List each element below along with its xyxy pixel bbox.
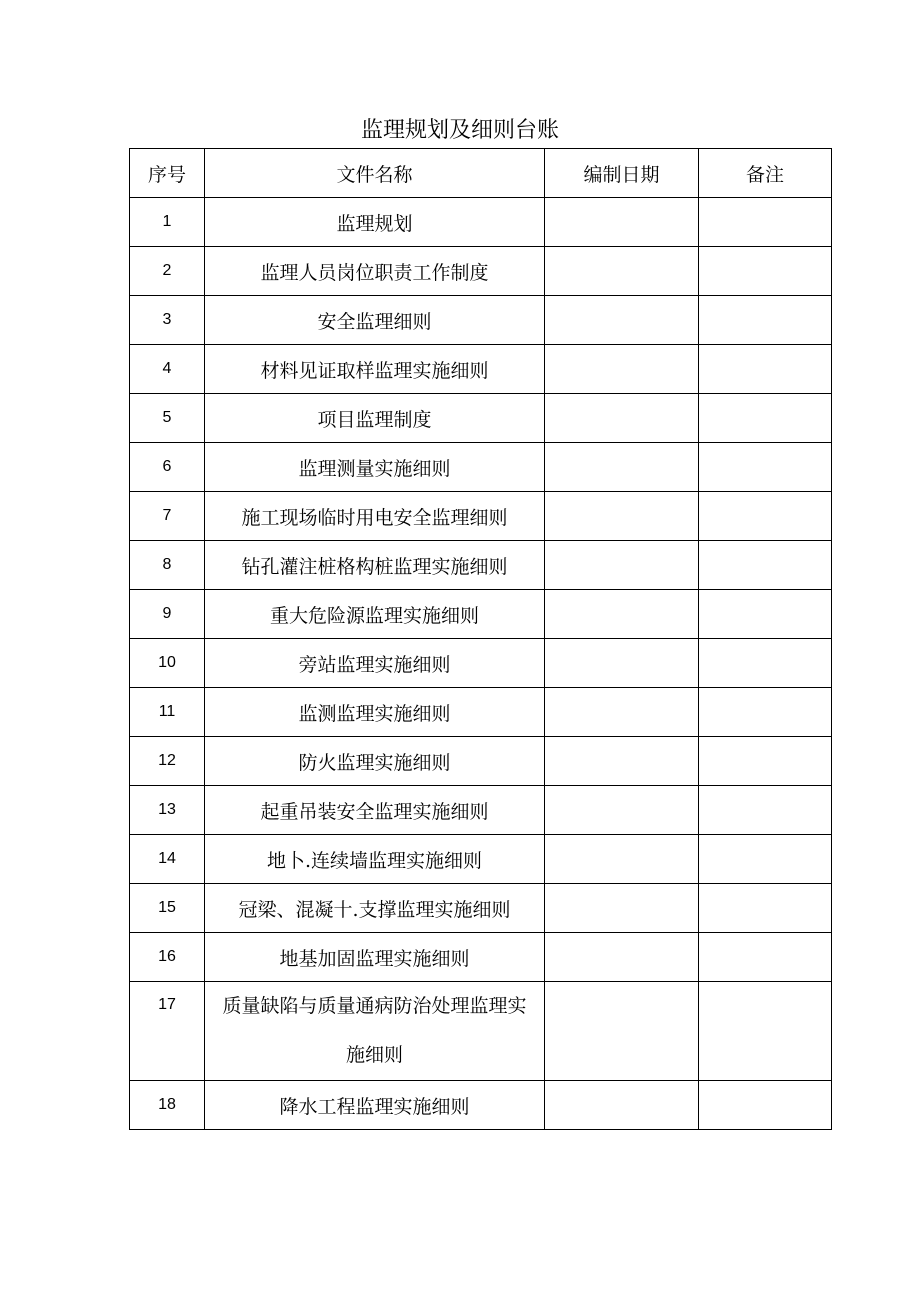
remarks-cell: [699, 296, 832, 345]
prepared-date-cell: [545, 737, 699, 786]
remarks-cell: [699, 394, 832, 443]
row-number: 2: [130, 247, 205, 296]
prepared-date-cell: [545, 688, 699, 737]
file-name: 材料见证取样监理实施细则: [205, 345, 545, 394]
prepared-date-cell: [545, 541, 699, 590]
file-name: 防火监理实施细则: [205, 737, 545, 786]
table-row: [130, 1081, 832, 1130]
row-number: 8: [130, 541, 205, 590]
prepared-date-cell: [545, 786, 699, 835]
table-row: [130, 933, 832, 982]
prepared-date-cell: [545, 835, 699, 884]
prepared-date-cell: [545, 590, 699, 639]
prepared-date-cell: [545, 394, 699, 443]
header-remarks: 备注: [699, 149, 832, 198]
file-name: 冠梁、混凝十.支撑监理实施细则: [205, 884, 545, 933]
remarks-cell: [699, 247, 832, 296]
prepared-date-cell: [545, 1081, 699, 1130]
table-row: [130, 688, 832, 737]
file-name: 监理人员岗位职责工作制度: [205, 247, 545, 296]
table-row: [130, 492, 832, 541]
table-row: [130, 982, 832, 1081]
row-number: 12: [130, 737, 205, 786]
table-row: [130, 198, 832, 247]
table-row: [130, 590, 832, 639]
prepared-date-cell: [545, 639, 699, 688]
document-title: 监理规划及细则台账: [360, 118, 559, 143]
prepared-date-cell: [545, 982, 699, 1081]
file-name: 施工现场临时用电安全监理细则: [205, 492, 545, 541]
prepared-date-cell: [545, 198, 699, 247]
table-row: [130, 786, 832, 835]
prepared-date-cell: [545, 492, 699, 541]
file-name: 监理测量实施细则: [205, 443, 545, 492]
remarks-cell: [699, 786, 832, 835]
file-name: 钻孔灌注桩格构桩监理实施细则: [205, 541, 545, 590]
row-number: 16: [130, 933, 205, 982]
file-name: 地基加固监理实施细则: [205, 933, 545, 982]
header-prepared-date: 编制日期: [545, 149, 699, 198]
row-number: 14: [130, 835, 205, 884]
prepared-date-cell: [545, 884, 699, 933]
header-row: [130, 149, 832, 198]
remarks-cell: [699, 198, 832, 247]
row-number: 17: [130, 982, 205, 1081]
row-number: 6: [130, 443, 205, 492]
row-number: 1: [130, 198, 205, 247]
row-number: 15: [130, 884, 205, 933]
header-serial-number: 序号: [130, 149, 205, 198]
remarks-cell: [699, 884, 832, 933]
table-row: [130, 884, 832, 933]
remarks-cell: [699, 345, 832, 394]
file-name: 起重吊装安全监理实施细则: [205, 786, 545, 835]
table-row: [130, 296, 832, 345]
file-name: 项目监理制度: [205, 394, 545, 443]
table-row: [130, 541, 832, 590]
remarks-cell: [699, 639, 832, 688]
prepared-date-cell: [545, 247, 699, 296]
file-name: 重大危险源监理实施细则: [205, 590, 545, 639]
row-number: 4: [130, 345, 205, 394]
remarks-cell: [699, 492, 832, 541]
row-number: 13: [130, 786, 205, 835]
file-name: 旁站监理实施细则: [205, 639, 545, 688]
table-row: [130, 835, 832, 884]
remarks-cell: [699, 1081, 832, 1130]
remarks-cell: [699, 590, 832, 639]
remarks-cell: [699, 541, 832, 590]
table-row: [130, 247, 832, 296]
file-name: 监测监理实施细则: [205, 688, 545, 737]
file-name: 质量缺陷与质量通病防治处理监理实施细则: [205, 982, 545, 1081]
file-name: 监理规划: [205, 198, 545, 247]
file-name: 地卜.连续墙监理实施细则: [205, 835, 545, 884]
header-file-name: 文件名称: [205, 149, 545, 198]
prepared-date-cell: [545, 345, 699, 394]
prepared-date-cell: [545, 443, 699, 492]
row-number: 10: [130, 639, 205, 688]
remarks-cell: [699, 443, 832, 492]
prepared-date-cell: [545, 296, 699, 345]
file-name: 降水工程监理实施细则: [205, 1081, 545, 1130]
prepared-date-cell: [545, 933, 699, 982]
table-row: [130, 639, 832, 688]
remarks-cell: [699, 933, 832, 982]
table-row: [130, 345, 832, 394]
row-number: 9: [130, 590, 205, 639]
row-number: 11: [130, 688, 205, 737]
ledger-table: [129, 148, 832, 1130]
remarks-cell: [699, 688, 832, 737]
row-number: 7: [130, 492, 205, 541]
row-number: 5: [130, 394, 205, 443]
remarks-cell: [699, 835, 832, 884]
table-row: [130, 737, 832, 786]
row-number: 3: [130, 296, 205, 345]
file-name: 安全监理细则: [205, 296, 545, 345]
table-row: [130, 443, 832, 492]
remarks-cell: [699, 737, 832, 786]
table-row: [130, 394, 832, 443]
remarks-cell: [699, 982, 832, 1081]
row-number: 18: [130, 1081, 205, 1130]
